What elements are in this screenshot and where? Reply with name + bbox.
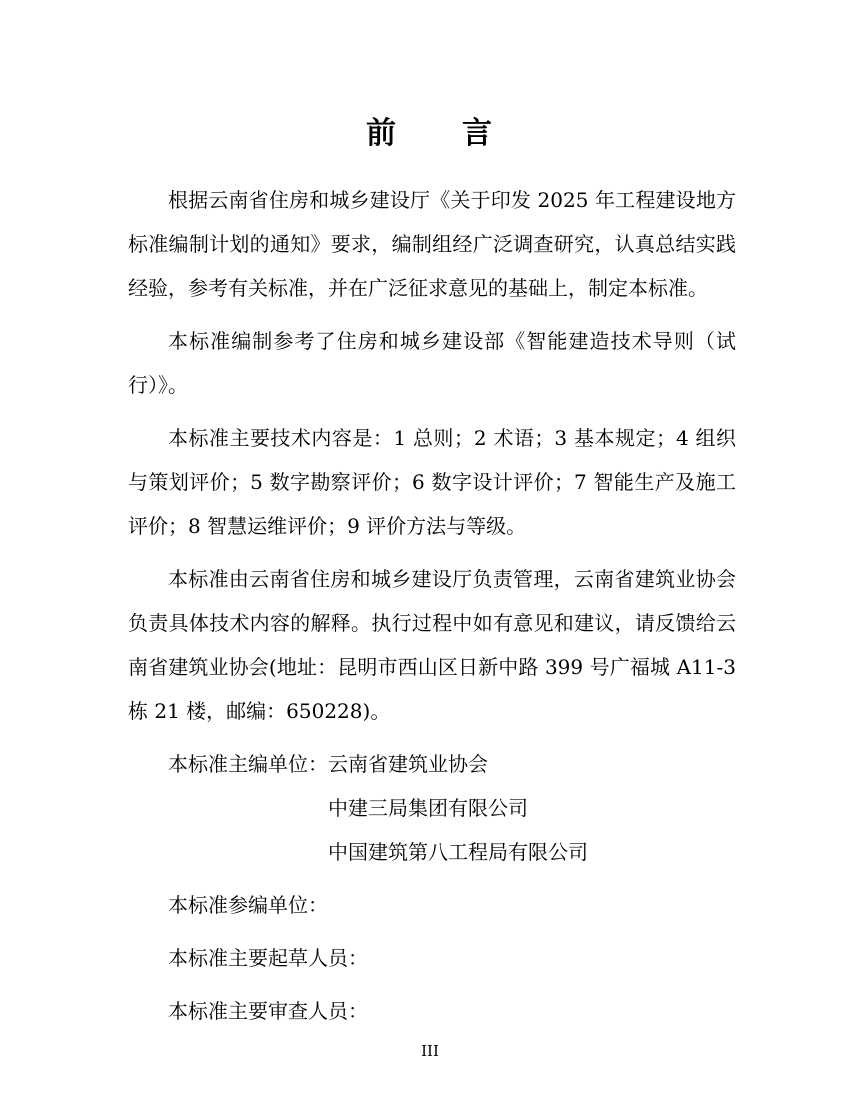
paragraph-contents: 本标准主要技术内容是：1 总则；2 术语；3 基本规定；4 组织与策划评价；5 数字勘察评价；6 数字设计评价；7 智能生产及施工评价；8 智慧运维评价；9 评价方法与等级。 <box>128 426 736 538</box>
drafters-label: 本标准主要起草人员： <box>168 946 368 970</box>
reviewers-label: 本标准主要审查人员： <box>168 999 368 1023</box>
chief-units-label: 本标准主编单位： <box>168 752 328 776</box>
chief-unit-2: 中建三局集团有限公司 <box>328 796 528 820</box>
paragraph-basis: 根据云南省住房和城乡建设厅《关于印发 2025 年工程建设地方标准编制计划的通知》要求，编制组经广泛调查研究，认真总结实践经验，参考有关标准，并在广泛征求意见的基础上，制定本标准。 <box>128 188 736 300</box>
page-number: III <box>421 1042 439 1060</box>
title-char-2: 言 <box>462 116 494 151</box>
participating-units-label: 本标准参编单位： <box>168 893 328 917</box>
chief-units-line <box>128 742 736 786</box>
chief-unit-1: 云南省建筑业协会 <box>328 752 488 776</box>
paragraph-management: 本标准由云南省住房和城乡建设厅负责管理，云南省建筑业协会负责具体技术内容的解释。执行过程中如有意见和建议，请反馈给云南省建筑业协会(地址：昆明市西山区日新中路 399 号广福城 A11-3 栋 21 楼，邮编：650228)。 <box>128 567 736 723</box>
title-char-1: 前 <box>366 116 398 151</box>
chief-unit-3: 中国建筑第八工程局有限公司 <box>328 840 588 864</box>
page-title <box>0 108 860 152</box>
paragraph-reference: 本标准编制参考了住房和城乡建设部《智能建造技术导则（试行）》。 <box>128 329 736 397</box>
preface-body <box>128 178 736 1033</box>
